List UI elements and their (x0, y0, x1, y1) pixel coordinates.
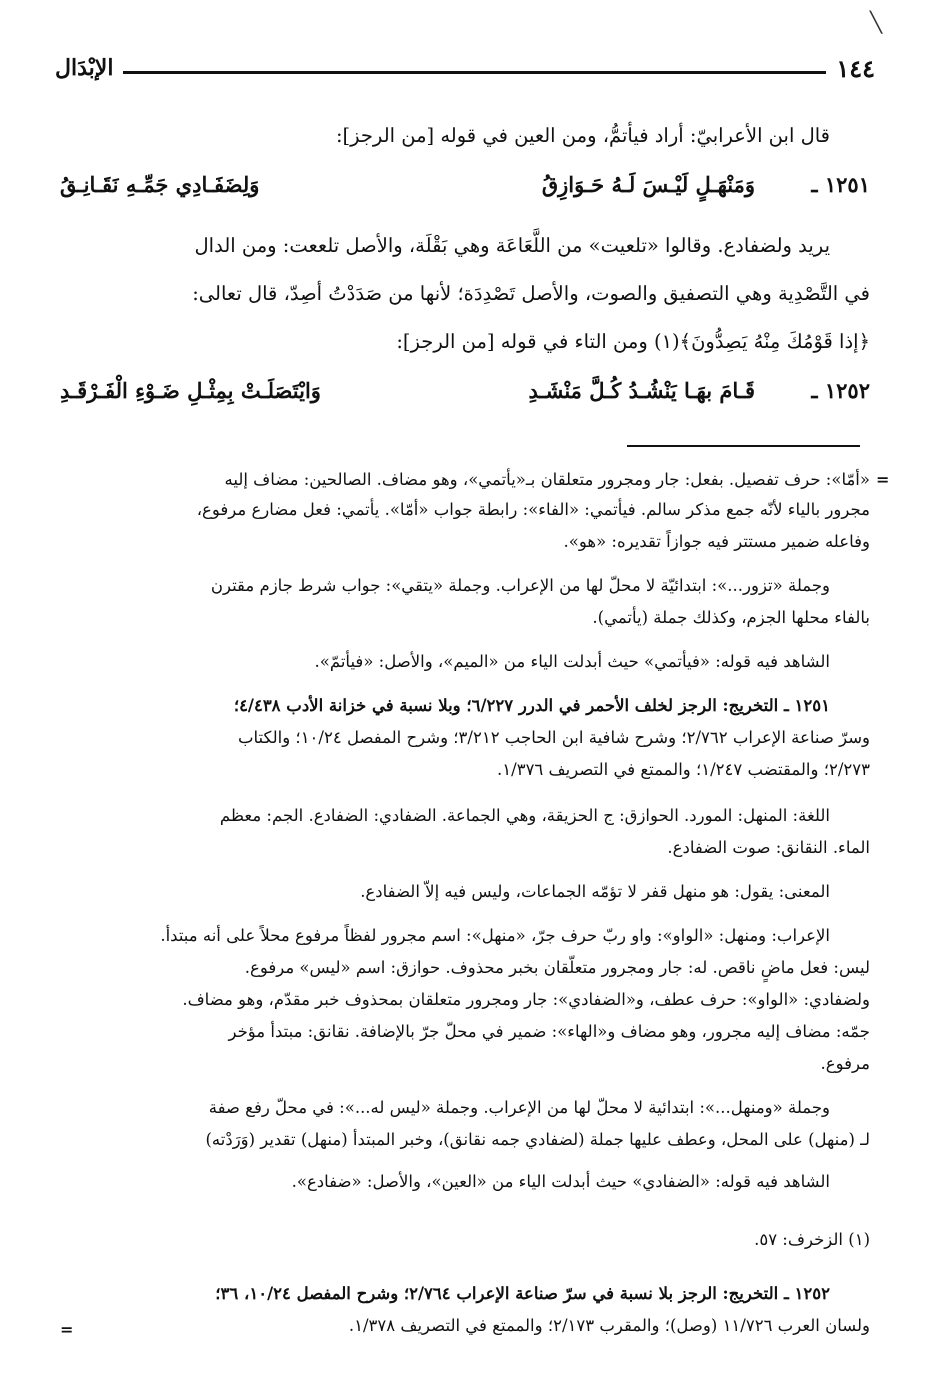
verse-first-hemistich: قَـامَ بهَـا يَنْشُـدُ كُـلَّ مَنْشَـدِ (528, 378, 755, 403)
note-line: ١٢٥١ ـ التخريج: الرجز لخلف الأحمر في الدرر ٦/٢٢٧؛ وبلا نسبة في خزانة الأدب ٤/٤٣٨؛ (233, 696, 830, 715)
verse-second-hemistich: وَلِضَفَـادِي جَمِّـهِ نَقَـانِـقُ (60, 172, 260, 197)
page-header (55, 50, 875, 86)
continuation-marker: = (876, 470, 890, 489)
note-line: ولسان العرب ١١/٧٢٦ (وصل)؛ والمقرب ٢/١٧٣؛ والممتع في التصريف ١/٣٧٨. (348, 1316, 870, 1335)
note-line: الماء. النقانق: صوت الضفادع. (667, 838, 870, 857)
paragraph-line: في التَّصْدِية وهي التصفيق والصوت، والأصل تَصْدِدَة؛ لأنها من صَدَدْتُ أصِدّ، قال تعالى: (192, 282, 870, 305)
verse-number: ١٢٥٢ ـ (811, 378, 870, 403)
paragraph-intro: قال ابن الأعرابيّ: أراد فيأتمُّ، ومن العين في قوله [من الرجز]: (335, 124, 830, 147)
note-line: مرفوع. (820, 1054, 870, 1073)
continuation-marker: = (60, 1320, 74, 1339)
note-line: الشاهد فيه قوله: «فيأتمي» حيث أبدلت الياء من «الميم»، والأصل: «فيأتمّ». (314, 652, 830, 671)
verse-1251 (60, 174, 870, 214)
note-line: «أمّا»: حرف تفصيل. بفعل: جار ومجرور متعلقان بـ«يأتمي»، وهو مضاف. الصالحين: مضاف إليه (224, 470, 870, 489)
note-line: وفاعله ضمير مستتر فيه جوازاً تقديره: «هو». (563, 532, 870, 551)
verse-first-hemistich: وَمَنْهَـلٍ لَيْـسَ لَـهُ حَـوَازِقُ (541, 172, 755, 197)
note-line: لـ (منهل) على المحل، وعطف عليها جملة (لضفادي جمه نقانق)، وخبر المبتدأ (منهل) تقدير (وَرَدْته) (205, 1130, 870, 1149)
note-line: الشاهد فيه قوله: «الضفادي» حيث أبدلت الياء من «العين»، والأصل: «ضفادع». (291, 1172, 830, 1191)
corner-scribble-icon: ╲ (870, 10, 883, 34)
verse-second-hemistich: وَايْتَصَلَـتْ بِمِثْـلِ ضَـوْءِ الْفَـرْقَـدِ (60, 378, 321, 403)
page-number: ١٤٤ (836, 53, 875, 83)
note-line: الإعراب: ومنهل: «الواو»: واو ربّ حرف جرّ، «منهل»: اسم مجرور لفظاً مرفوع محلاً على أنه مبتدأ. (160, 926, 830, 945)
note-line: اللغة: المنهل: المورد. الحوازق: ج الحزيقة، وهي الجماعة. الضفادي: الضفادع. الجم: معظم (219, 806, 830, 825)
note-line: وجملة «تزور...»: ابتدائيّة لا محلّ لها من الإعراب. وجملة «يتقي»: جواب شرط جازم مقترن (210, 576, 830, 595)
note-line: المعنى: يقول: هو منهل قفر لا تؤمّه الجماعات، وليس فيه إلاّ الضفادع. (360, 882, 830, 901)
footnote-reference: (١) الزخرف: ٥٧. (754, 1230, 870, 1249)
note-line: جمّه: مضاف إليه مجرور، وهو مضاف و«الهاء»: ضمير في محلّ جرّ بالإضافة. نقانق: مبتدأ مؤخر (228, 1022, 870, 1041)
running-title: الإبْدَال (55, 55, 114, 81)
header-rule (123, 71, 826, 74)
note-line: ليس: فعل ماضٍ ناقص. له: جار ومجرور متعلّقان بخبر محذوف. حوازق: اسم «ليس» مرفوع. (244, 958, 870, 977)
note-line: وجملة «ومنهل...»: ابتدائية لا محلّ لها من الإعراب. وجملة «ليس له...»: في محلّ رفع صفة (208, 1098, 830, 1117)
note-line: بالفاء محلها الجزم، وكذلك جملة (يأتمي). (592, 608, 870, 627)
footnote-separator (627, 445, 860, 447)
verse-1252 (60, 380, 870, 420)
paragraph-line: يريد ولضفادع. وقالوا «تلعيت» من اللَّعَاعَة وهي بَقْلَة، والأصل تلععت: ومن الدال (194, 234, 830, 257)
note-line: مجرور بالياء لأنّه جمع مذكر سالم. فيأتمي: «الفاء»: رابطة جواب «أمّا». يأتمي: فعل مضارع مرفوع، (196, 500, 870, 519)
note-line: ١٢٥٢ ـ التخريج: الرجز بلا نسبة في سرّ صناعة الإعراب ٢/٧٦٤؛ وشرح المفصل ١٠/٢٤، ٣٦؛ (215, 1284, 830, 1303)
note-line: ولضفادي: «الواو»: حرف عطف، و«الضفادي»: جار ومجرور متعلقان بمحذوف خبر مقدّم، وهو مضاف. (182, 990, 870, 1009)
verse-number: ١٢٥١ ـ (811, 172, 870, 197)
paragraph-line: ﴿إذا قَوْمُكَ مِنْهُ يَصِدُّونَ﴾(١) ومن التاء في قوله [من الرجز]: (396, 330, 870, 353)
note-line: وسرّ صناعة الإعراب ٢/٧٦٢؛ وشرح شافية ابن الحاجب ٣/٢١٢؛ وشرح المفصل ١٠/٢٤؛ والكتاب (237, 728, 870, 747)
note-line: ٢/٢٧٣؛ والمقتضب ١/٢٤٧؛ والممتع في التصريف ١/٣٧٦. (497, 760, 870, 779)
